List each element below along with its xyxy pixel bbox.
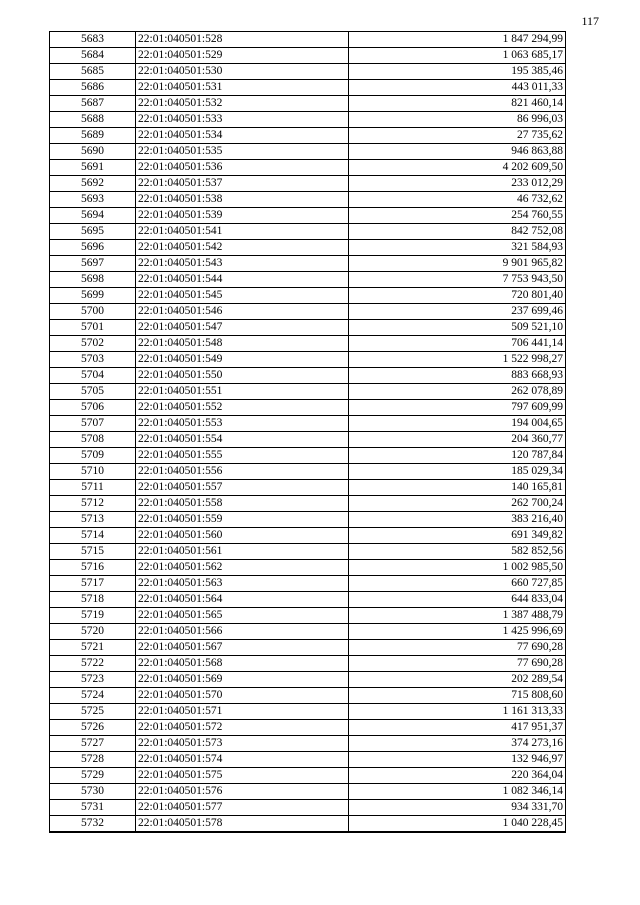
cadastral-number-cell: 22:01:040501:568	[136, 656, 349, 672]
cadastral-number-cell: 22:01:040501:552	[136, 400, 349, 416]
row-number-cell: 5723	[50, 672, 136, 688]
cadastral-number-cell: 22:01:040501:542	[136, 240, 349, 256]
cadastral-value-cell: 1 082 346,14	[349, 784, 566, 800]
table-row	[50, 544, 566, 560]
cadastral-value-cell: 720 801,40	[349, 288, 566, 304]
table-row	[50, 112, 566, 128]
table-row	[50, 432, 566, 448]
cadastral-number-cell: 22:01:040501:547	[136, 320, 349, 336]
row-number-cell: 5721	[50, 640, 136, 656]
cadastral-value-cell: 237 699,46	[349, 304, 566, 320]
cadastral-number-cell: 22:01:040501:533	[136, 112, 349, 128]
cadastral-number-cell: 22:01:040501:565	[136, 608, 349, 624]
row-number-cell: 5702	[50, 336, 136, 352]
cadastral-number-cell: 22:01:040501:571	[136, 704, 349, 720]
row-number-cell: 5727	[50, 736, 136, 752]
cadastral-number-cell: 22:01:040501:538	[136, 192, 349, 208]
cadastral-number-cell: 22:01:040501:534	[136, 128, 349, 144]
row-number-cell: 5713	[50, 512, 136, 528]
row-number-cell: 5690	[50, 144, 136, 160]
cadastral-value-cell: 202 289,54	[349, 672, 566, 688]
row-number-cell: 5685	[50, 64, 136, 80]
cadastral-value-cell: 185 029,34	[349, 464, 566, 480]
table-row	[50, 192, 566, 208]
row-number-cell: 5688	[50, 112, 136, 128]
cadastral-number-cell: 22:01:040501:543	[136, 256, 349, 272]
cadastral-number-cell: 22:01:040501:577	[136, 800, 349, 816]
table-row	[50, 464, 566, 480]
row-number-cell: 5731	[50, 800, 136, 816]
cadastral-value-cell: 715 808,60	[349, 688, 566, 704]
cadastral-value-cell: 1 161 313,33	[349, 704, 566, 720]
row-number-cell: 5700	[50, 304, 136, 320]
row-number-cell: 5718	[50, 592, 136, 608]
cadastral-value-cell: 1 522 998,27	[349, 352, 566, 368]
cadastral-value-cell: 1 847 294,99	[349, 32, 566, 48]
cadastral-number-cell: 22:01:040501:575	[136, 768, 349, 784]
cadastral-value-cell: 842 752,08	[349, 224, 566, 240]
cadastral-number-cell: 22:01:040501:550	[136, 368, 349, 384]
cadastral-value-cell: 4 202 609,50	[349, 160, 566, 176]
table-row	[50, 352, 566, 368]
row-number-cell: 5709	[50, 448, 136, 464]
cadastral-value-cell: 27 735,62	[349, 128, 566, 144]
table-row	[50, 224, 566, 240]
table-row	[50, 576, 566, 592]
cadastral-value-cell: 132 946,97	[349, 752, 566, 768]
cadastral-number-cell: 22:01:040501:531	[136, 80, 349, 96]
cadastral-value-cell: 262 078,89	[349, 384, 566, 400]
cadastral-number-cell: 22:01:040501:572	[136, 720, 349, 736]
row-number-cell: 5714	[50, 528, 136, 544]
table-row	[50, 768, 566, 784]
table-row	[50, 64, 566, 80]
cadastral-value-cell: 706 441,14	[349, 336, 566, 352]
row-number-cell: 5719	[50, 608, 136, 624]
table-row	[50, 336, 566, 352]
table-row	[50, 96, 566, 112]
cadastral-value-table	[49, 31, 566, 833]
row-number-cell: 5693	[50, 192, 136, 208]
cadastral-number-cell: 22:01:040501:536	[136, 160, 349, 176]
cadastral-number-cell: 22:01:040501:546	[136, 304, 349, 320]
cadastral-value-cell: 946 863,88	[349, 144, 566, 160]
row-number-cell: 5711	[50, 480, 136, 496]
table-row	[50, 736, 566, 752]
cadastral-number-cell: 22:01:040501:559	[136, 512, 349, 528]
table-row	[50, 256, 566, 272]
table-row	[50, 384, 566, 400]
table-row	[50, 144, 566, 160]
row-number-cell: 5705	[50, 384, 136, 400]
cadastral-value-cell: 644 833,04	[349, 592, 566, 608]
table-row	[50, 640, 566, 656]
cadastral-number-cell: 22:01:040501:548	[136, 336, 349, 352]
row-number-cell: 5706	[50, 400, 136, 416]
table-row	[50, 512, 566, 528]
row-number-cell: 5715	[50, 544, 136, 560]
table-row	[50, 656, 566, 672]
cadastral-value-cell: 934 331,70	[349, 800, 566, 816]
cadastral-value-cell: 417 951,37	[349, 720, 566, 736]
table-row	[50, 720, 566, 736]
cadastral-number-cell: 22:01:040501:535	[136, 144, 349, 160]
row-number-cell: 5698	[50, 272, 136, 288]
table-row	[50, 816, 566, 833]
row-number-cell: 5699	[50, 288, 136, 304]
cadastral-number-cell: 22:01:040501:573	[136, 736, 349, 752]
cadastral-value-cell: 797 609,99	[349, 400, 566, 416]
table-row	[50, 160, 566, 176]
cadastral-number-cell: 22:01:040501:564	[136, 592, 349, 608]
row-number-cell: 5704	[50, 368, 136, 384]
table-row	[50, 368, 566, 384]
cadastral-number-cell: 22:01:040501:541	[136, 224, 349, 240]
row-number-cell: 5732	[50, 816, 136, 833]
table-row	[50, 496, 566, 512]
cadastral-number-cell: 22:01:040501:532	[136, 96, 349, 112]
cadastral-value-cell: 821 460,14	[349, 96, 566, 112]
table-row	[50, 560, 566, 576]
table-row	[50, 624, 566, 640]
cadastral-value-cell: 443 011,33	[349, 80, 566, 96]
cadastral-value-cell: 86 996,03	[349, 112, 566, 128]
table-row	[50, 304, 566, 320]
cadastral-number-cell: 22:01:040501:561	[136, 544, 349, 560]
cadastral-value-cell: 46 732,62	[349, 192, 566, 208]
cadastral-value-cell: 383 216,40	[349, 512, 566, 528]
cadastral-value-cell: 77 690,28	[349, 656, 566, 672]
row-number-cell: 5703	[50, 352, 136, 368]
row-number-cell: 5729	[50, 768, 136, 784]
table-row	[50, 288, 566, 304]
cadastral-number-cell: 22:01:040501:566	[136, 624, 349, 640]
cadastral-value-cell: 220 364,04	[349, 768, 566, 784]
cadastral-number-cell: 22:01:040501:578	[136, 816, 349, 833]
cadastral-value-cell: 1 040 228,45	[349, 816, 566, 833]
table-row	[50, 752, 566, 768]
cadastral-value-cell: 140 165,81	[349, 480, 566, 496]
cadastral-number-cell: 22:01:040501:557	[136, 480, 349, 496]
cadastral-value-cell: 1 387 488,79	[349, 608, 566, 624]
row-number-cell: 5684	[50, 48, 136, 64]
cadastral-value-cell: 120 787,84	[349, 448, 566, 464]
table-row	[50, 400, 566, 416]
table-row	[50, 480, 566, 496]
cadastral-value-cell: 374 273,16	[349, 736, 566, 752]
cadastral-value-cell: 1 063 685,17	[349, 48, 566, 64]
row-number-cell: 5728	[50, 752, 136, 768]
row-number-cell: 5710	[50, 464, 136, 480]
row-number-cell: 5716	[50, 560, 136, 576]
cadastral-value-cell: 204 360,77	[349, 432, 566, 448]
cadastral-number-cell: 22:01:040501:537	[136, 176, 349, 192]
table-row	[50, 240, 566, 256]
row-number-cell: 5687	[50, 96, 136, 112]
cadastral-number-cell: 22:01:040501:544	[136, 272, 349, 288]
table-row	[50, 208, 566, 224]
table-row	[50, 80, 566, 96]
row-number-cell: 5697	[50, 256, 136, 272]
cadastral-number-cell: 22:01:040501:574	[136, 752, 349, 768]
table-row	[50, 784, 566, 800]
cadastral-value-cell: 509 521,10	[349, 320, 566, 336]
table-row	[50, 128, 566, 144]
row-number-cell: 5692	[50, 176, 136, 192]
cadastral-number-cell: 22:01:040501:556	[136, 464, 349, 480]
table-row	[50, 448, 566, 464]
table-row	[50, 608, 566, 624]
cadastral-number-cell: 22:01:040501:549	[136, 352, 349, 368]
row-number-cell: 5720	[50, 624, 136, 640]
table-body	[50, 32, 566, 833]
cadastral-number-cell: 22:01:040501:553	[136, 416, 349, 432]
row-number-cell: 5708	[50, 432, 136, 448]
cadastral-value-cell: 7 753 943,50	[349, 272, 566, 288]
row-number-cell: 5707	[50, 416, 136, 432]
table-row	[50, 176, 566, 192]
cadastral-number-cell: 22:01:040501:528	[136, 32, 349, 48]
cadastral-number-cell: 22:01:040501:570	[136, 688, 349, 704]
row-number-cell: 5686	[50, 80, 136, 96]
row-number-cell: 5717	[50, 576, 136, 592]
cadastral-value-cell: 9 901 965,82	[349, 256, 566, 272]
table-row	[50, 592, 566, 608]
row-number-cell: 5695	[50, 224, 136, 240]
cadastral-value-cell: 883 668,93	[349, 368, 566, 384]
cadastral-number-cell: 22:01:040501:567	[136, 640, 349, 656]
cadastral-number-cell: 22:01:040501:555	[136, 448, 349, 464]
cadastral-value-cell: 233 012,29	[349, 176, 566, 192]
cadastral-number-cell: 22:01:040501:554	[136, 432, 349, 448]
cadastral-number-cell: 22:01:040501:529	[136, 48, 349, 64]
row-number-cell: 5689	[50, 128, 136, 144]
cadastral-number-cell: 22:01:040501:558	[136, 496, 349, 512]
cadastral-value-cell: 582 852,56	[349, 544, 566, 560]
row-number-cell: 5696	[50, 240, 136, 256]
row-number-cell: 5683	[50, 32, 136, 48]
table-row	[50, 272, 566, 288]
row-number-cell: 5722	[50, 656, 136, 672]
cadastral-value-cell: 254 760,55	[349, 208, 566, 224]
cadastral-number-cell: 22:01:040501:539	[136, 208, 349, 224]
table-row	[50, 704, 566, 720]
cadastral-value-cell: 77 690,28	[349, 640, 566, 656]
table-row	[50, 320, 566, 336]
table-row	[50, 528, 566, 544]
table-row	[50, 32, 566, 48]
cadastral-number-cell: 22:01:040501:560	[136, 528, 349, 544]
row-number-cell: 5694	[50, 208, 136, 224]
cadastral-value-cell: 1 002 985,50	[349, 560, 566, 576]
row-number-cell: 5712	[50, 496, 136, 512]
page-number: 117	[581, 14, 599, 28]
cadastral-value-cell: 262 700,24	[349, 496, 566, 512]
cadastral-value-cell: 321 584,93	[349, 240, 566, 256]
cadastral-number-cell: 22:01:040501:569	[136, 672, 349, 688]
table-row	[50, 672, 566, 688]
cadastral-number-cell: 22:01:040501:551	[136, 384, 349, 400]
row-number-cell: 5725	[50, 704, 136, 720]
cadastral-number-cell: 22:01:040501:545	[136, 288, 349, 304]
row-number-cell: 5726	[50, 720, 136, 736]
row-number-cell: 5701	[50, 320, 136, 336]
row-number-cell: 5724	[50, 688, 136, 704]
cadastral-number-cell: 22:01:040501:562	[136, 560, 349, 576]
table-row	[50, 48, 566, 64]
cadastral-value-cell: 194 004,65	[349, 416, 566, 432]
cadastral-number-cell: 22:01:040501:576	[136, 784, 349, 800]
row-number-cell: 5730	[50, 784, 136, 800]
cadastral-value-cell: 660 727,85	[349, 576, 566, 592]
cadastral-number-cell: 22:01:040501:563	[136, 576, 349, 592]
cadastral-value-cell: 1 425 996,69	[349, 624, 566, 640]
table-row	[50, 416, 566, 432]
table-row	[50, 688, 566, 704]
cadastral-value-cell: 195 385,46	[349, 64, 566, 80]
row-number-cell: 5691	[50, 160, 136, 176]
table-row	[50, 800, 566, 816]
cadastral-value-cell: 691 349,82	[349, 528, 566, 544]
cadastral-number-cell: 22:01:040501:530	[136, 64, 349, 80]
